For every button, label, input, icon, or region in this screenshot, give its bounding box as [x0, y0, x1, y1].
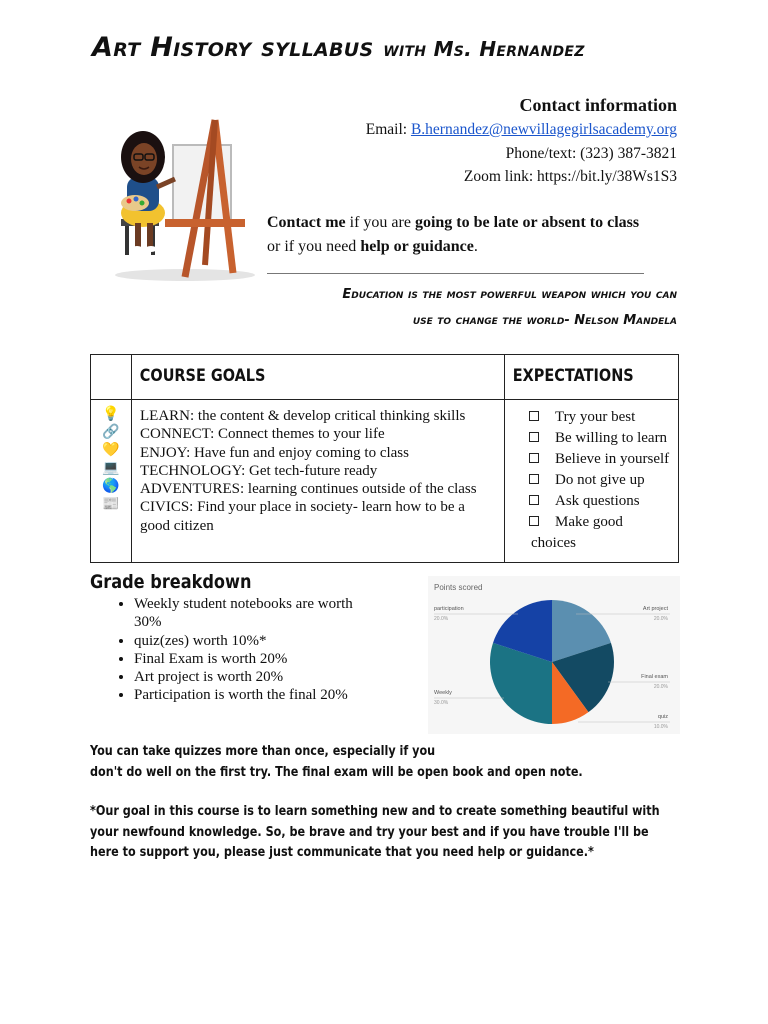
title-sub: with Ms. Hernandez — [383, 37, 585, 61]
expectation-label: Make good choices — [531, 514, 623, 551]
goal-item: ADVENTURES: learning continues outside of the class — [140, 481, 477, 498]
newspaper-icon: 📰 — [102, 497, 120, 512]
grade-item: • Final Exam is worth 20% — [134, 650, 374, 668]
contact-email-line — [366, 121, 677, 139]
grade-breakdown-heading: Grade breakdown — [90, 571, 252, 593]
slice-label: Weekly — [434, 690, 452, 696]
checkbox-icon — [529, 432, 539, 442]
note-text-2: or if you need — [267, 238, 361, 255]
expectations-header: EXPECTATIONS — [512, 366, 634, 386]
expectations-cell — [505, 400, 679, 563]
email-link[interactable]: B.hernandez@newvillagegirlsacademy.org — [410, 121, 677, 138]
divider — [267, 273, 644, 274]
contact-zoom: Zoom link: https://bit.ly/38Ws1S3 — [463, 168, 677, 185]
expectation-label: Try your best — [555, 409, 636, 425]
grade-item: • Art project is worth 20% — [134, 668, 374, 686]
title-main: Art History syllabus — [92, 32, 374, 63]
slice-label: Art project — [642, 606, 668, 612]
teacher-avatar-illustration — [105, 115, 265, 285]
expectation-label: Do not give up — [555, 472, 645, 488]
checkbox-icon — [529, 411, 539, 421]
quiz-paragraph — [90, 742, 609, 783]
expectation-item — [531, 407, 670, 428]
points-pie-chart — [428, 576, 680, 734]
heart-icon: 💛 — [102, 443, 120, 458]
expectation-label: Be willing to learn — [555, 430, 668, 446]
expectation-item — [531, 449, 670, 470]
goal-item: CIVICS: Find your place in society- learn how to be a good citizen — [140, 499, 465, 534]
lightbulb-icon: 💡 — [102, 407, 120, 422]
checkbox-icon — [529, 474, 539, 484]
goal-icons-cell — [91, 400, 132, 563]
grade-item: • quiz(zes) worth 10%* — [134, 632, 374, 650]
quote-line-1: Education is the most powerful weapon which you can — [342, 287, 677, 302]
contact-heading: Contact information — [519, 95, 677, 115]
note-text-3: . — [473, 238, 478, 255]
quiz-line-1: You can take quizzes more than once, especially if you — [90, 744, 436, 759]
contact-phone: Phone/text: (323) 387-3821 — [505, 145, 677, 162]
expectation-label: Ask questions — [555, 493, 640, 509]
slice-label: Final exam — [641, 674, 668, 680]
chart-title: Points scored — [434, 583, 483, 592]
table-corner-cell — [91, 355, 132, 400]
slice-label: participation — [434, 606, 464, 612]
goal-item: LEARN: the content & develop critical thinking skills — [140, 408, 466, 424]
grade-item: • Weekly student notebooks are worth 30% — [134, 595, 374, 632]
course-goals-header: COURSE GOALS — [139, 366, 266, 386]
page-title — [92, 32, 692, 63]
expectation-item — [531, 428, 670, 449]
note-bold-2: going to be late or absent to class — [414, 214, 640, 231]
goal-paragraph: *Our goal in this course is to learn something new and to create something beautiful with your newfound knowledge. So, be brave and try your best and if you have trouble I'll be here to support you, please just communicate that you need help or guidance.* — [90, 804, 660, 860]
expectation-label: Believe in yourself — [555, 451, 670, 467]
contact-note — [267, 211, 687, 259]
expectations-header-cell — [505, 355, 679, 400]
goals-table — [90, 354, 679, 563]
grade-item: • Participation is worth the final 20% — [134, 686, 374, 704]
note-bold-1: Contact me — [267, 214, 346, 231]
slice-label: quiz — [657, 714, 668, 720]
goal-item: TECHNOLOGY: Get tech-future ready — [140, 462, 378, 479]
expectation-item — [531, 491, 670, 512]
slice-percent-label: 20.0% — [653, 684, 668, 690]
quiz-line-2: don't do well on the first try. The final exam will be open book and open note. — [90, 764, 583, 780]
goal-item: CONNECT: Connect themes to your life — [140, 426, 385, 443]
globe-icon: 🌎 — [102, 479, 120, 494]
slice-percent-label: 20.0% — [434, 616, 449, 622]
course-goals-header-cell — [132, 355, 505, 400]
quote-line-2: use to change the world- Nelson Mandela — [412, 313, 677, 328]
goal-item: ENJOY: Have fun and enjoy coming to class — [140, 444, 409, 461]
expectation-item — [531, 512, 670, 554]
link-icon: 🔗 — [102, 425, 120, 440]
note-bold-3: help or guidance — [360, 238, 474, 255]
slice-percent-label: 30.0% — [434, 700, 449, 706]
pie-chart-svg — [428, 576, 680, 734]
slice-percent-label: 20.0% — [653, 616, 668, 622]
note-text-1: if you are — [345, 214, 415, 231]
checkbox-icon — [529, 453, 539, 463]
slice-percent-label: 10.0% — [653, 724, 668, 730]
grade-list — [108, 595, 374, 705]
laptop-icon: 💻 — [102, 461, 120, 476]
email-label: Email: — [365, 121, 411, 138]
goals-cell — [132, 400, 505, 563]
expectation-item — [531, 470, 670, 491]
checkbox-icon — [529, 495, 539, 505]
checkbox-icon — [529, 516, 539, 526]
